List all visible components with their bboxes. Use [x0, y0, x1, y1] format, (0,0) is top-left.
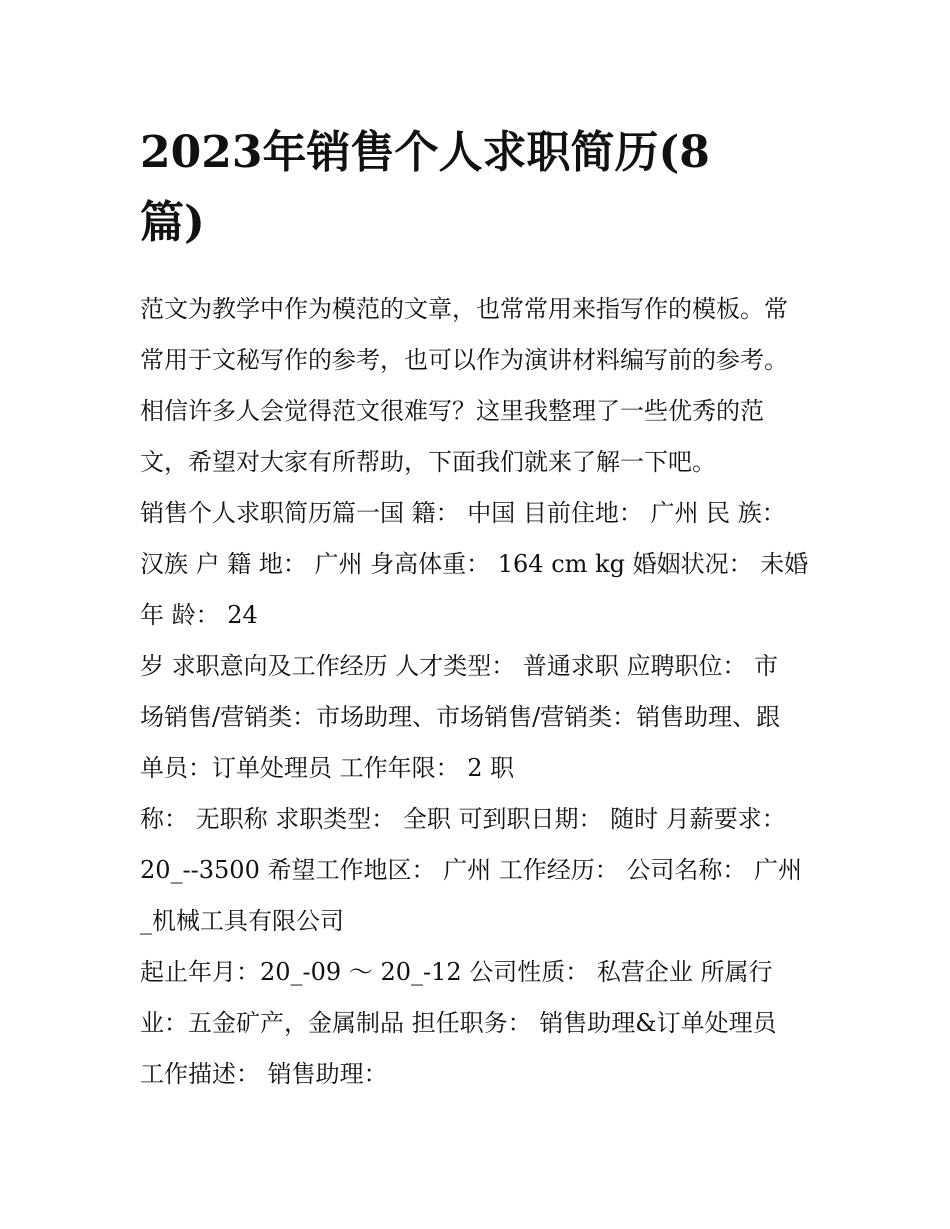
body-line-7: 年 龄： 24	[140, 601, 258, 629]
document-page	[140, 118, 820, 1100]
body-line-6: 汉族 户 籍 地： 广州 身高体重： 164 cm kg 婚姻状况： 未婚	[140, 550, 809, 578]
body-line-2: 常用于文秘写作的参考，也可以作为演讲材料编写前的参考。	[140, 346, 788, 374]
body-line-14: 起止年月：20_-09 ～ 20_-12 公司性质： 私营企业 所属行	[140, 958, 773, 986]
body-line-13: _机械工具有限公司	[140, 907, 344, 935]
body-line-1: 范文为教学中作为模范的文章，也常常用来指写作的模板。常	[140, 295, 788, 323]
body-line-15: 业：五金矿产，金属制品 担任职务： 销售助理&订单处理员	[140, 1009, 777, 1037]
title-line-1: 2023年销售个人求职简历(8	[140, 127, 710, 178]
body-line-9: 场销售/营销类：市场助理、市场销售/营销类：销售助理、跟	[140, 703, 781, 731]
body-line-11: 称： 无职称 求职类型： 全职 可到职日期： 随时 月薪要求：	[140, 805, 786, 833]
title-line-2: 篇)	[140, 197, 205, 248]
body-line-12: 20_--3500 希望工作地区： 广州 工作经历： 公司名称： 广州	[140, 856, 802, 884]
body-line-5: 销售个人求职简历篇一国 籍： 中国 目前住地： 广州 民 族：	[140, 499, 786, 527]
body-line-10: 单员：订单处理员 工作年限： 2 职	[140, 754, 515, 782]
document-title	[140, 118, 820, 258]
body-line-4: 文，希望对大家有所帮助，下面我们就来了解一下吧。	[140, 448, 716, 476]
document-body	[140, 284, 820, 1100]
body-line-3: 相信许多人会觉得范文很难写？这里我整理了一些优秀的范	[140, 397, 764, 425]
body-line-16: 工作描述： 销售助理：	[140, 1060, 388, 1088]
body-line-8: 岁 求职意向及工作经历 人才类型： 普通求职 应聘职位： 市	[140, 652, 779, 680]
